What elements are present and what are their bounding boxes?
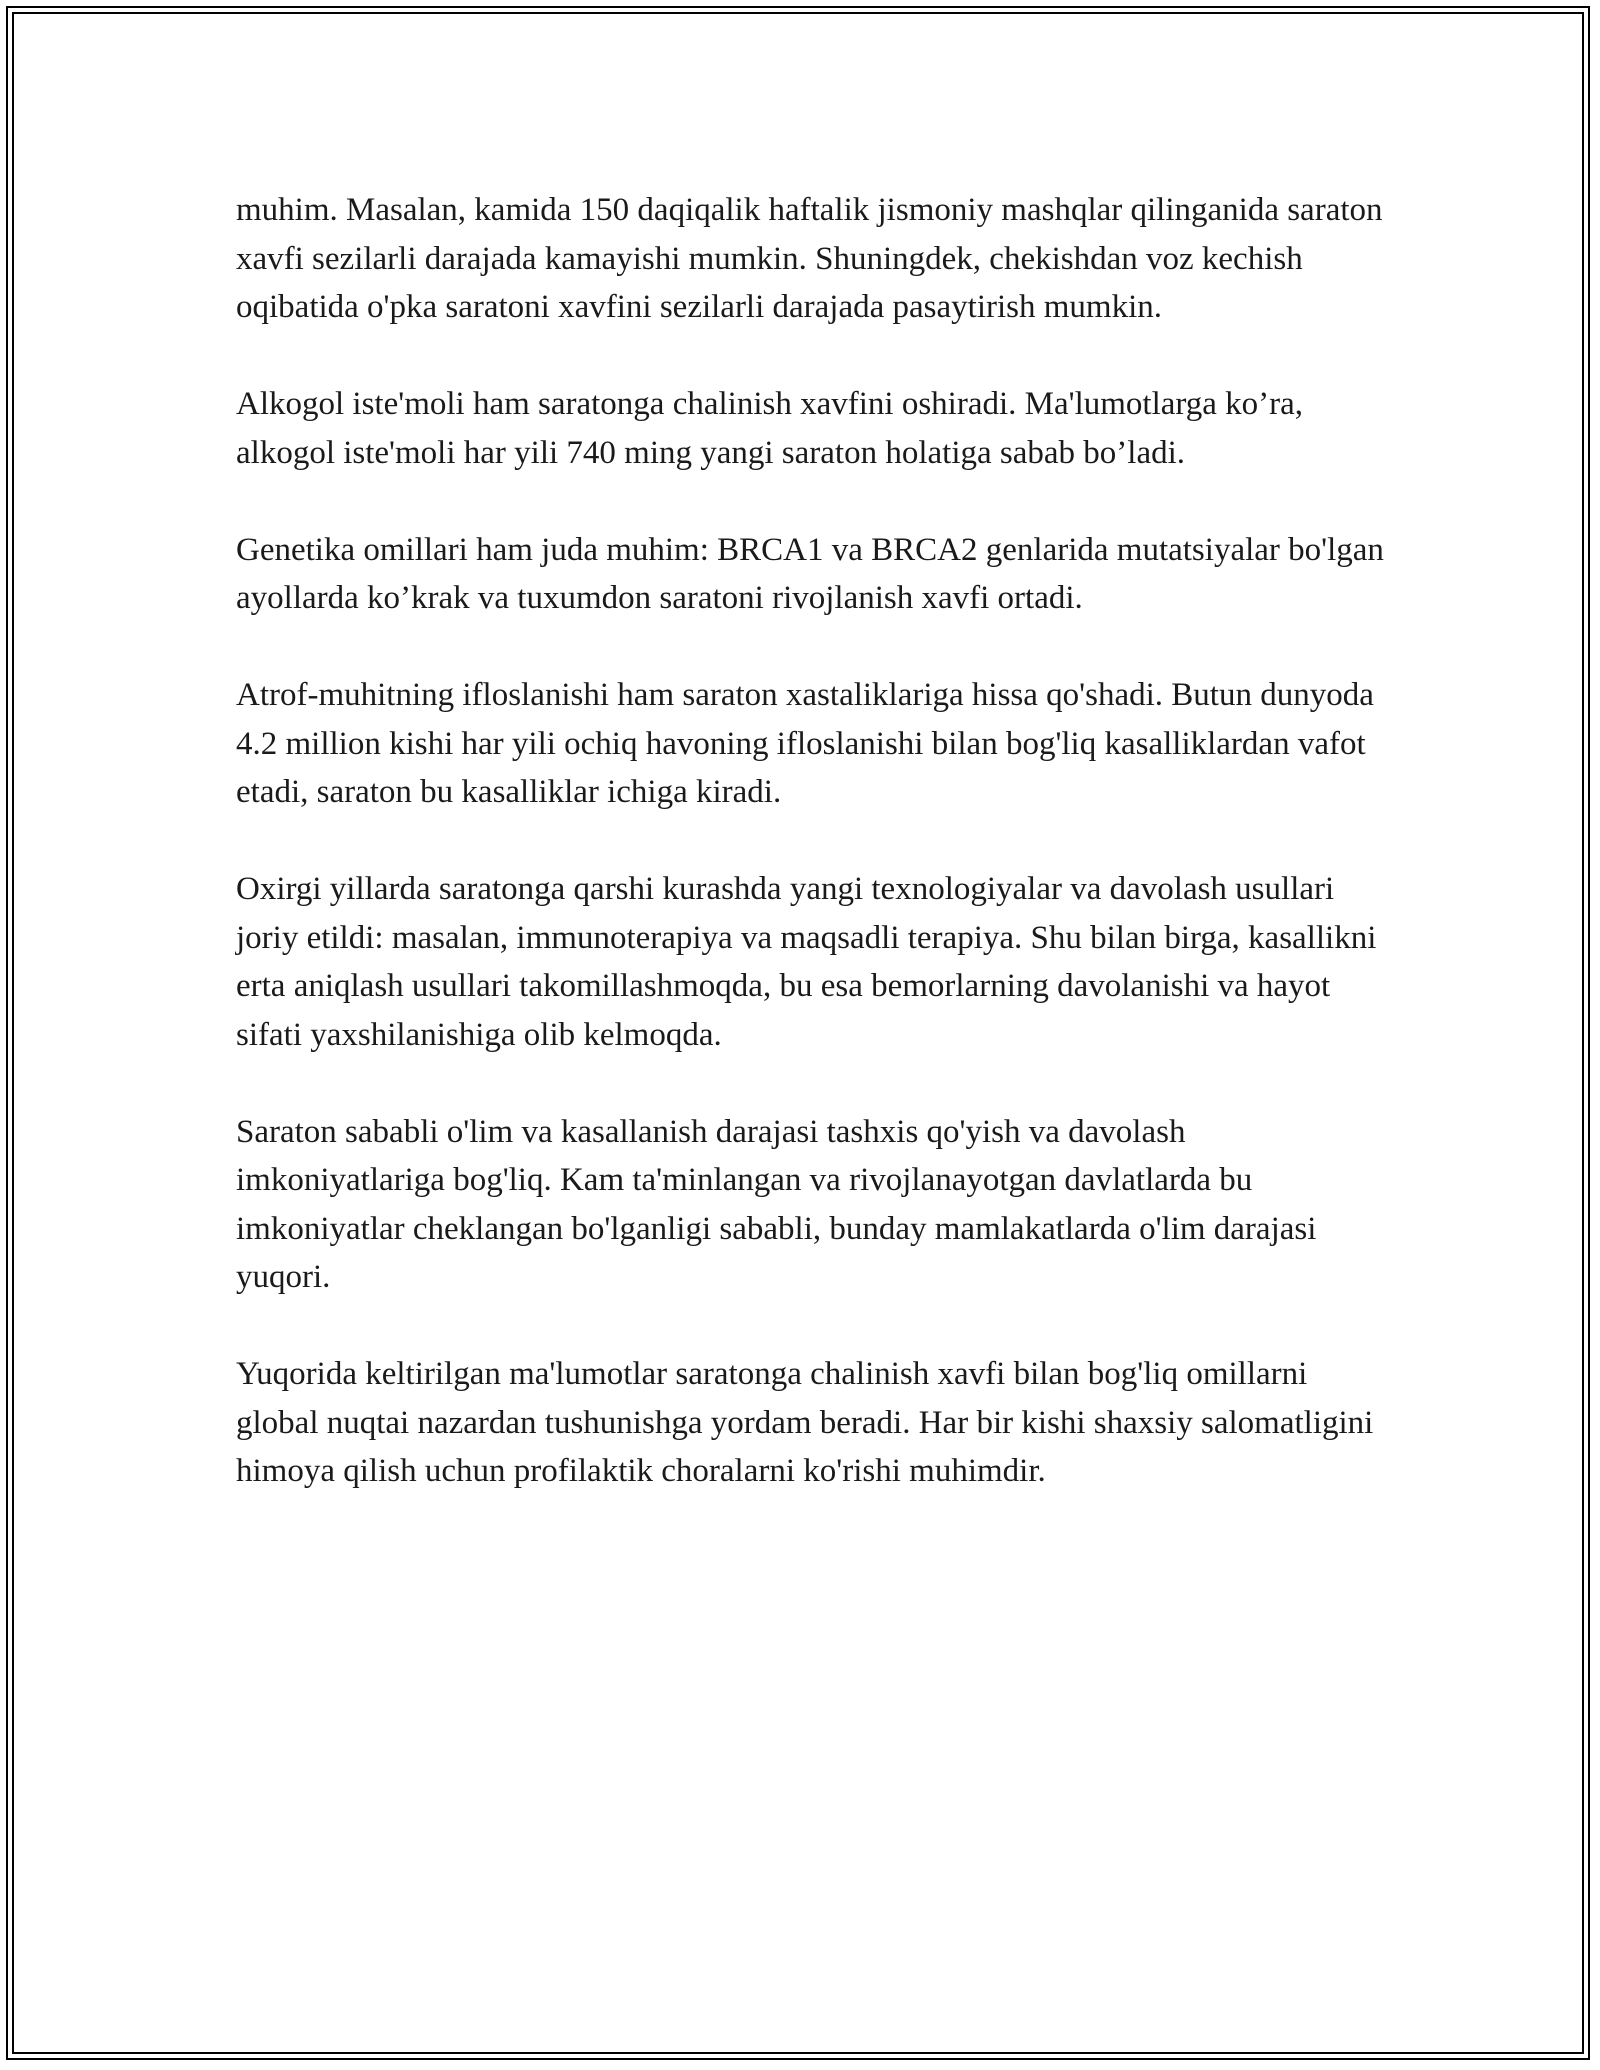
paragraph-conclusion: Yuqorida keltirilgan ma'lumotlar saratonga chalinish xavfi bilan bog'liq omillarni global nuqtai nazardan tushunishga yordam beradi. Har bir kishi shaxsiy salomatligini himoya qilish uchun profilaktik choralarni ko'rishi muhimdir. <box>236 1356 1374 1489</box>
paragraph-exercise-smoking: muhim. Masalan, kamida 150 daqiqalik haftalik jismoniy mashqlar qilinganida saraton xavfi sezilarli darajada kamayishi mumkin. Shuningdek, chekishdan voz kechish oqibatida o'pka saratoni xavfini sezilarli darajada pasaytirish mumkin. <box>236 192 1383 325</box>
paragraph-genetics: Genetika omillari ham juda muhim: BRCA1 va BRCA2 genlarida mutatsiyalar bo'lgan ayollarda ko’krak va tuxumdon saratoni rivojlanish xavfi ortadi. <box>236 531 1384 616</box>
paragraph-mortality-access: Saraton sababli o'lim va kasallanish darajasi tashxis qo'yish va davolash imkoniyatlariga bog'liq. Kam ta'minlangan va rivojlanayotgan davlatlarda bu imkoniyatlar cheklangan bo'lganligi sababli, bunday mamlakatlarda o'lim darajasi yuqori. <box>236 1113 1317 1295</box>
paragraph-alcohol: Alkogol iste'moli ham saratonga chalinish xavfini oshiradi. Ma'lumotlarga ko’ra, alkogol iste'moli har yili 740 ming yangi saraton holatiga sabab bo’ladi. <box>236 386 1304 471</box>
paragraph-new-treatments: Oxirgi yillarda saratonga qarshi kurashda yangi texnologiyalar va davolash usullari joriy etildi: masalan, immunoterapiya va maqsadli terapiya. Shu bilan birga, kasallikni erta aniqlash usullari takomillashmoqda, bu esa bemorlarning davolanishi va hayot sifati yaxshilanishiga olib kelmoqda. <box>236 871 1377 1053</box>
paragraph-pollution: Atrof-muhitning ifloslanishi ham saraton xastaliklariga hissa qo'shadi. Butun dunyoda 4.2 million kishi har yili ochiq havoning ifloslanishi bilan bog'liq kasalliklardan vafot etadi, saraton bu kasalliklar ichiga kiradi. <box>236 677 1374 810</box>
document-body <box>236 186 1396 1496</box>
